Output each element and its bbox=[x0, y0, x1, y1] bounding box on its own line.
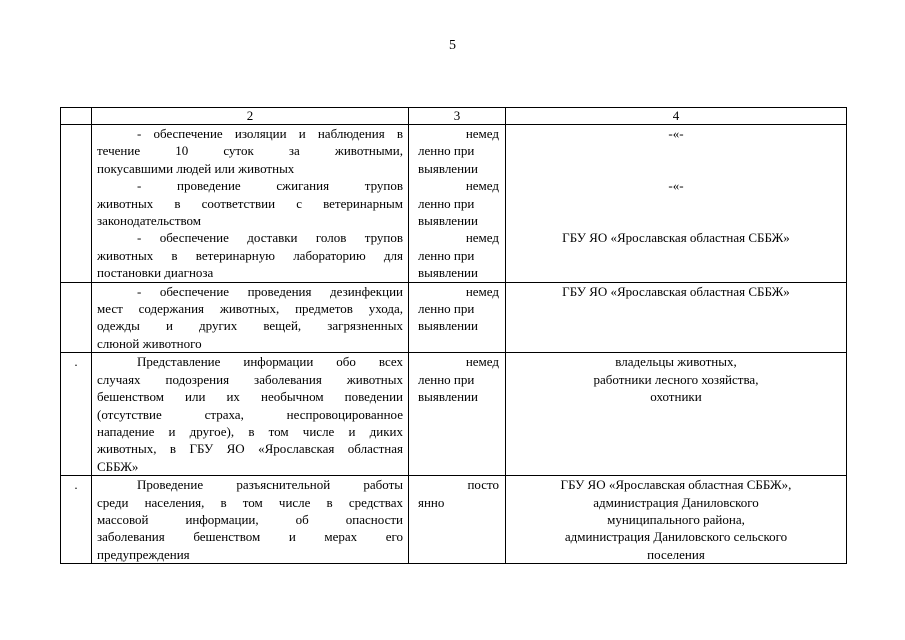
header-col-1 bbox=[61, 108, 92, 125]
description-line: бешенством или их необычном поведении bbox=[97, 389, 403, 405]
responsible-text bbox=[506, 125, 846, 177]
description-line: Проведение разъяснительной работы bbox=[137, 477, 403, 493]
responsible-line: -«- bbox=[668, 178, 684, 194]
measure-cell bbox=[92, 125, 409, 283]
period-line: ленно при bbox=[418, 143, 475, 159]
responsible-line: муниципального района, bbox=[607, 511, 745, 527]
description-line: (отсутствие страха, неспровоцированное bbox=[97, 406, 403, 422]
description-line: законодательством bbox=[97, 213, 202, 229]
description-line: СББЖ» bbox=[97, 458, 139, 474]
measure-description bbox=[92, 229, 407, 281]
responsible-line: -«- bbox=[668, 126, 684, 141]
responsible-line: ГБУ ЯО «Ярославская областная СББЖ», bbox=[560, 477, 792, 493]
description-line: Представление информации обо всех bbox=[137, 354, 403, 370]
measure-description bbox=[92, 353, 407, 475]
period-line: ленно при bbox=[418, 301, 475, 317]
period-line: выявлении bbox=[418, 213, 478, 229]
responsible-text bbox=[506, 283, 846, 353]
responsible-cell bbox=[506, 476, 847, 564]
responsible-cell bbox=[506, 353, 847, 476]
period-line: немед bbox=[465, 354, 499, 370]
period-cell bbox=[409, 476, 506, 564]
page-number: 5 bbox=[449, 38, 456, 53]
responsible-text bbox=[506, 177, 846, 229]
description-line: - обеспечение изоляции и наблюдения в bbox=[137, 126, 403, 141]
responsible-line: ГБУ ЯО «Ярославская областная СББЖ» bbox=[562, 283, 790, 299]
description-line: животных в соответствии с ветеринарным bbox=[97, 195, 403, 211]
responsible-cell bbox=[506, 282, 847, 353]
table-row bbox=[61, 125, 847, 283]
period-line: немед bbox=[465, 283, 499, 299]
description-line: слюной животного bbox=[97, 335, 202, 351]
description-line: - обеспечение доставки голов трупов bbox=[137, 230, 403, 246]
row-number-cell: . bbox=[61, 353, 92, 476]
period-line: выявлении bbox=[418, 389, 478, 405]
measure-cell bbox=[92, 282, 409, 353]
responsible-cell bbox=[506, 125, 847, 283]
responsible-text bbox=[506, 229, 846, 281]
period-line: выявлении bbox=[418, 265, 478, 281]
period-cell bbox=[409, 125, 506, 283]
table-row bbox=[61, 282, 847, 353]
description-line: заболевания бешенством и мерах его bbox=[97, 529, 403, 545]
responsible-line: ГБУ ЯО «Ярославская областная СББЖ» bbox=[562, 230, 790, 246]
description-line: постановки диагноза bbox=[97, 265, 214, 281]
row-number-cell bbox=[61, 125, 92, 283]
measures-table bbox=[60, 107, 847, 564]
table-header-row bbox=[61, 108, 847, 125]
header-col-2: 2 bbox=[92, 108, 409, 125]
description-line: животных в ветеринарную лабораторию для bbox=[97, 247, 403, 263]
responsible-line: охотники bbox=[650, 389, 702, 405]
period-text bbox=[409, 125, 505, 177]
table-row bbox=[61, 353, 847, 476]
responsible-text bbox=[506, 353, 846, 475]
description-line: среди населения, в том числе в средствах bbox=[97, 494, 403, 510]
description-line: одежды и других вещей, загрязненных bbox=[97, 318, 403, 334]
measure-cell bbox=[92, 476, 409, 564]
period-line: немед bbox=[465, 126, 499, 141]
period-text bbox=[409, 283, 505, 353]
responsible-text bbox=[506, 476, 846, 563]
measure-cell bbox=[92, 353, 409, 476]
period-line: янно bbox=[418, 494, 445, 510]
row-number-cell bbox=[61, 282, 92, 353]
description-line: случаях подозрения заболевания животных bbox=[97, 371, 403, 387]
period-text bbox=[409, 229, 505, 281]
header-col-4: 4 bbox=[506, 108, 847, 125]
period-line: немед bbox=[465, 178, 499, 194]
measure-description bbox=[92, 125, 407, 177]
description-line: нападение и другое), в том числе и диких bbox=[97, 423, 403, 439]
responsible-line: работники лесного хозяйства, bbox=[593, 371, 759, 387]
period-text bbox=[409, 177, 505, 229]
description-line: течение 10 суток за животными, bbox=[97, 143, 403, 159]
period-line: посто bbox=[467, 477, 499, 493]
measure-description bbox=[92, 283, 407, 353]
description-line: - проведение сжигания трупов bbox=[137, 178, 403, 194]
period-cell bbox=[409, 353, 506, 476]
table-row bbox=[61, 476, 847, 564]
description-line: животных, в ГБУ ЯО «Ярославская областная bbox=[97, 441, 403, 457]
period-cell bbox=[409, 282, 506, 353]
period-line: выявлении bbox=[418, 318, 478, 334]
responsible-line: владельцы животных, bbox=[615, 354, 737, 370]
description-line: - обеспечение проведения дезинфекции bbox=[137, 283, 403, 299]
description-line: покусавшими людей или животных bbox=[97, 160, 295, 176]
period-line: ленно при bbox=[418, 371, 475, 387]
period-line: немед bbox=[465, 230, 499, 246]
description-line: мест содержания животных, предметов ухода, bbox=[97, 301, 403, 317]
row-number-cell: . bbox=[61, 476, 92, 564]
description-line: предупреждения bbox=[97, 546, 190, 562]
responsible-line: администрация Даниловского bbox=[593, 494, 759, 510]
period-text bbox=[409, 476, 505, 563]
measure-description bbox=[92, 476, 407, 563]
period-line: выявлении bbox=[418, 160, 478, 176]
description-line: массовой информации, об опасности bbox=[97, 511, 403, 527]
header-col-3: 3 bbox=[409, 108, 506, 125]
period-text bbox=[409, 353, 505, 475]
period-line: ленно при bbox=[418, 195, 475, 211]
period-line: ленно при bbox=[418, 247, 475, 263]
measure-description bbox=[92, 177, 407, 229]
responsible-line: поселения bbox=[647, 546, 705, 562]
responsible-line: администрация Даниловского сельского bbox=[564, 529, 788, 545]
